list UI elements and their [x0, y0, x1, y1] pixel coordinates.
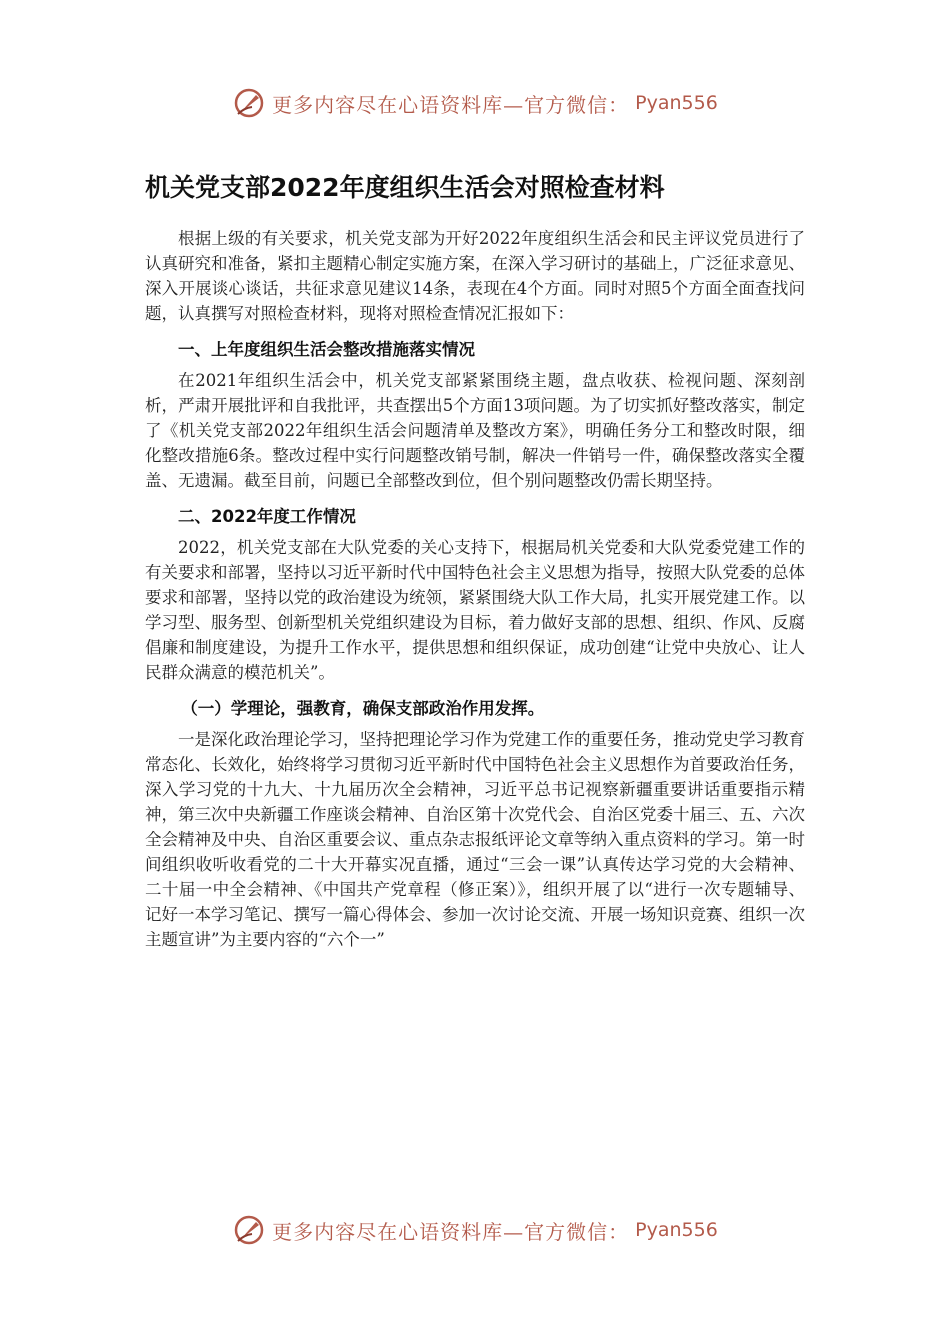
subsection-1-paragraph: 一是深化政治理论学习，坚持把理论学习作为党建工作的重要任务，推动党史学习教育常态化、长效化，始终将学习贯彻习近平新时代中国特色社会主义思想作为首要政治任务，深入学习党的十九大、十九届历次全会精神，习近平总书记视察新疆重要讲话重要指示精神，第三次中央新疆工作座谈会精神、自治区第十次党代会、自治区党委十届三、五、六次全会精神及中央、自治区重要会议、重点杂志报纸评论文章等纳入重点资料的学习。第一时间组织收听收看党的二十大开幕实况直播，通过“三会一课”认真传达学习党的大会精神、二十届一中全会精神、《中国共产党章程（修正案）》，组织开展了以“进行一次专题辅导、记好一本学习笔记、撰写一篇心得体会、参加一次讨论交流、开展一场知识竞赛、组织一次主题宣讲”为主要内容的“六个一”	[145, 730, 805, 949]
document-body	[145, 170, 805, 952]
header-watermark-banner	[0, 86, 950, 120]
subsection-1-heading: （一）学理论，强教育，确保支部政治作用发挥。	[181, 699, 545, 718]
footer-watermark-banner	[0, 1213, 950, 1247]
section-2-heading: 二、2022年度工作情况	[178, 507, 356, 526]
banner-wechat-id: Pyan556	[635, 92, 718, 114]
banner-text: 更多内容尽在心语资料库—官方微信：	[272, 1219, 630, 1244]
quill-logo-icon	[232, 1213, 266, 1247]
banner-text: 更多内容尽在心语资料库—官方微信：	[272, 92, 630, 117]
intro-paragraph: 根据上级的有关要求，机关党支部为开好2022年度组织生活会和民主评议党员进行了认真研究和准备，紧扣主题精心制定实施方案，在深入学习研讨的基础上，广泛征求意见、深入开展谈心谈话，共征求意见建议14条，表现在4个方面。同时对照5个方面全面查找问题，认真撰写对照检查材料，现将对照检查情况汇报如下：	[145, 229, 805, 323]
banner-wechat-id: Pyan556	[635, 1219, 718, 1241]
section-2-paragraph: 2022，机关党支部在大队党委的关心支持下，根据局机关党委和大队党委党建工作的有关要求和部署，坚持以习近平新时代中国特色社会主义思想为指导，按照大队党委的总体要求和部署，坚持以党的政治建设为统领，紧紧围绕大队工作大局，扎实开展党建工作。以学习型、服务型、创新型机关党组织建设为目标，着力做好支部的思想、组织、作风、反腐倡廉和制度建设，为提升工作水平，提供思想和组织保证，成功创建“让党中央放心、让人民群众满意的模范机关”。	[145, 538, 805, 682]
document-title: 机关党支部2022年度组织生活会对照检查材料	[145, 173, 665, 202]
section-1-heading: 一、上年度组织生活会整改措施落实情况	[178, 340, 475, 359]
section-1-paragraph: 在2021年组织生活会中，机关党支部紧紧围绕主题，盘点收获、检视问题、深刻剖析，严肃开展批评和自我批评，共查摆出5个方面13项问题。为了切实抓好整改落实，制定了《机关党支部2022年组织生活会问题清单及整改方案》，明确任务分工和整改时限，细化整改措施6条。整改过程中实行问题整改销号制，解决一件销号一件，确保整改落实全覆盖、无遗漏。截至目前，问题已全部整改到位，但个别问题整改仍需长期坚持。	[145, 371, 805, 490]
quill-logo-icon	[232, 86, 266, 120]
